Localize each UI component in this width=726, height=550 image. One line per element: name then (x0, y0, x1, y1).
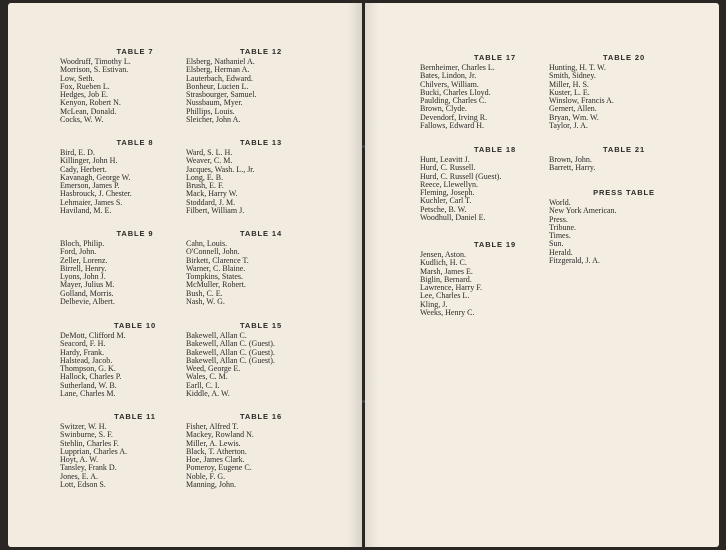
guest-name: Zeller, Lorenz. (60, 255, 108, 265)
guest-name: Bernheimer, Charles L. (420, 63, 495, 72)
binding-mark (362, 400, 365, 403)
table-title: TABLE 10 (113, 321, 157, 330)
table-title: TABLE 17 (473, 53, 517, 62)
guest-name: Hunting, H. T. W. (549, 63, 606, 72)
guest-name: Lee, Charles L. (420, 291, 470, 301)
guest-name: Brush, E. F. (186, 181, 224, 191)
table-title: TABLE 11 (114, 412, 156, 421)
guest-name: Filbert, William J. (186, 206, 245, 216)
guest-name: Fox, Rueben L. (60, 81, 110, 91)
guest-name: Stehlin, Charles F. (60, 438, 119, 448)
guest-name: Woodruff, Timothy L. (60, 57, 131, 66)
guest-name: Bates, Lindon, Jr. (420, 71, 477, 81)
table-title: TABLE 15 (239, 321, 283, 330)
guest-name: Brown, John. (549, 155, 592, 164)
table-title: TABLE 16 (239, 412, 283, 421)
guest-name: Delbevie, Albert. (60, 297, 115, 307)
guest-name: Hedges, Job E. (60, 90, 108, 100)
seating-table-block (186, 228, 336, 306)
guest-name: Seacord, F. H. (60, 339, 106, 349)
guest-name: Bakewell, Allan C. (Guest). (186, 339, 275, 349)
guest-name: Lupprian, Charles A. (60, 446, 128, 456)
binding-mark (362, 145, 365, 148)
guest-name: Fisher, Alfred T. (186, 422, 239, 431)
guest-name: Black, T. Atherton. (186, 446, 247, 456)
seating-table-block (549, 144, 699, 173)
table-title: TABLE 7 (116, 47, 154, 56)
guest-name: Weed, George E. (186, 364, 241, 374)
guest-name: Phillips, Louis. (186, 106, 235, 116)
guest-name: Reece, Llewellyn. (420, 179, 478, 189)
guest-name: Noble, F. G. (186, 471, 226, 481)
guest-name: Biglin, Bernard. (420, 274, 472, 284)
guest-name: Devendorf, Irving R. (420, 112, 488, 122)
guest-name: Killinger, John H. (60, 156, 118, 166)
guest-name: Bakewell, Allan C. (Guest). (186, 355, 275, 365)
guest-list (549, 199, 699, 265)
guest-name: Woodhull, Daniel E. (420, 213, 486, 223)
guest-name: Elsberg, Herman A. (186, 65, 250, 75)
guest-name: Mackey, Rowland N. (186, 430, 254, 440)
guest-name: Strasbourger, Samuel. (186, 90, 257, 100)
table-title: TABLE 14 (239, 229, 283, 238)
guest-name: Lott, Edson S. (60, 480, 106, 490)
guest-name: Emerson, James P. (60, 181, 120, 191)
table-title: TABLE 21 (602, 145, 646, 154)
guest-list (420, 156, 570, 222)
guest-name: Kiddle, A. W. (186, 389, 230, 399)
guest-name: Cocks, W. W. (60, 115, 104, 125)
seating-table-block (420, 52, 570, 130)
guest-name: Hunt, Leavitt J. (420, 155, 470, 164)
guest-name: Sleicher, John A. (186, 115, 241, 125)
guest-name: Nash, W. G. (186, 297, 225, 307)
guest-name: Hardy, Frank. (60, 347, 105, 357)
guest-name: Thompson, G. K. (60, 364, 116, 374)
guest-name: Barrett, Harry. (549, 163, 596, 173)
guest-name: Bloch, Philip. (60, 239, 105, 248)
guest-name: Kuchler, Carl T. (420, 196, 472, 206)
guest-name: Mack, Harry W. (186, 189, 238, 199)
guest-name: Jensen, Aston. (420, 250, 466, 259)
seating-table-block (420, 144, 570, 222)
guest-name: Fitzgerald, J. A. (549, 256, 600, 266)
guest-name: Kudlich, H. C. (420, 258, 467, 268)
guest-name: Lauterbach, Edward. (186, 73, 253, 83)
guest-name: Tansley, Frank D. (60, 463, 117, 473)
guest-name: Cahn, Louis. (186, 239, 228, 248)
guest-name: Hoyt, A. W. (60, 455, 99, 465)
table-title: TABLE 12 (239, 47, 283, 56)
guest-name: Lyons, John J. (60, 272, 106, 282)
seating-table-block (186, 46, 336, 124)
guest-list (186, 332, 336, 398)
guest-name: Earll, C. I. (186, 380, 220, 390)
guest-name: Golland, Morris. (60, 288, 114, 298)
guest-name: Ford, John. (60, 247, 97, 257)
guest-name: Wales, C. M. (186, 372, 228, 382)
guest-name: Paulding, Charles C. (420, 96, 487, 106)
guest-name: Low, Seth. (60, 73, 95, 83)
guest-name: Miller, A. Lewis. (186, 438, 241, 448)
guest-name: Bakewell, Allan C. (Guest). (186, 347, 275, 357)
guest-name: Birkett, Clarence T. (186, 255, 249, 265)
guest-name: Halstead, Jacob. (60, 355, 113, 365)
guest-name: Taylor, J. A. (549, 121, 588, 131)
guest-list (549, 156, 699, 173)
guest-name: Weaver, C. M. (186, 156, 233, 166)
guest-name: Birrell, Henry. (60, 263, 107, 273)
guest-list (420, 64, 570, 130)
guest-name: Mayer, Julius M. (60, 280, 115, 290)
guest-name: Times. (549, 231, 571, 241)
guest-name: Marsh, James E. (420, 266, 473, 276)
guest-list (186, 149, 336, 215)
guest-name: Jacques, Wash. L., Jr. (186, 164, 255, 174)
guest-name: Swinburne, S. F. (60, 430, 113, 440)
guest-name: Fleming, Joseph. (420, 188, 475, 198)
guest-name: Hasbrouck, J. Chester. (60, 189, 132, 199)
guest-name: Winslow, Francis A. (549, 96, 614, 106)
guest-name: Hurd, C. Russell. (420, 163, 476, 173)
guest-name: Chilvers, William. (420, 79, 479, 89)
guest-name: Nussbaum, Myer. (186, 98, 243, 108)
guest-name: Bush, C. E. (186, 288, 223, 298)
seating-table-block (549, 187, 699, 265)
guest-name: Elsberg, Nathaniel A. (186, 57, 255, 66)
guest-name: Tompkins, States. (186, 272, 243, 282)
guest-name: O'Connell, John. (186, 247, 240, 257)
guest-name: Long, E. B. (186, 172, 224, 182)
guest-list (186, 58, 336, 124)
guest-name: Hoe, James Clark. (186, 455, 245, 465)
seating-table-block (420, 239, 570, 317)
guest-name: Bucki, Charles Lloyd. (420, 87, 491, 97)
guest-name: Lane, Charles M. (60, 389, 116, 399)
guest-name: Cady, Herbert. (60, 164, 107, 174)
guest-name: Hallock, Charles P. (60, 372, 122, 382)
guest-name: Press. (549, 214, 568, 224)
guest-name: Sutherland, W. B. (60, 380, 117, 390)
guest-name: Miller, H. S. (549, 79, 589, 89)
guest-name: Sun. (549, 239, 564, 249)
guest-name: Stoddard, J. M. (186, 197, 236, 207)
seating-table-block (186, 320, 336, 398)
guest-name: Fallows, Edward H. (420, 121, 484, 131)
guest-name: Lehmaier, James S. (60, 197, 123, 207)
guest-list (549, 64, 699, 130)
guest-name: Manning, John. (186, 480, 236, 490)
table-title: TABLE 20 (602, 53, 646, 62)
table-title: TABLE 13 (239, 138, 283, 147)
guest-name: Brown, Clyde. (420, 104, 467, 114)
guest-name: Bryan, Wm. W. (549, 112, 599, 122)
guest-name: Ward, S. L. H. (186, 148, 233, 157)
guest-list (186, 240, 336, 306)
guest-name: Pomeroy, Eugene C. (186, 463, 252, 473)
guest-name: Kuster, L. E. (549, 87, 590, 97)
guest-name: Kavanagh, George W. (60, 172, 131, 182)
guest-name: Smith, Sidney. (549, 71, 596, 81)
guest-name: World. (549, 198, 571, 207)
guest-name: Warner, C. Blaine. (186, 263, 246, 273)
guest-name: Morrison, S. Estivan. (60, 65, 129, 75)
guest-name: McMuller, Robert. (186, 280, 246, 290)
table-title: PRESS TABLE (593, 188, 655, 197)
guest-name: Gernert, Allen. (549, 104, 597, 114)
seating-table-block (186, 137, 336, 215)
guest-name: Bird, E. D. (60, 148, 95, 157)
guest-name: New York American. (549, 206, 617, 216)
guest-name: Switzer, W. H. (60, 422, 107, 431)
table-title: TABLE 8 (116, 138, 154, 147)
guest-list (420, 251, 570, 317)
guest-name: Weeks, Henry C. (420, 308, 475, 318)
table-title: TABLE 18 (473, 145, 517, 154)
guest-name: Herald. (549, 247, 573, 257)
table-title: TABLE 19 (473, 240, 517, 249)
gutter-shadow-left (348, 3, 362, 547)
guest-name: Jones, E. A. (60, 471, 98, 481)
guest-name: Bonheur, Lucien L. (186, 81, 249, 91)
guest-name: Kling, J. (420, 299, 448, 309)
guest-name: Kenyon, Robert N. (60, 98, 121, 108)
guest-list (186, 423, 336, 489)
guest-name: Petsche, B. W. (420, 204, 467, 214)
gutter-shadow-right (365, 3, 379, 547)
guest-name: McLean, Donald. (60, 106, 117, 116)
guest-name: Haviland, M. E. (60, 206, 112, 216)
seating-table-block (549, 52, 699, 130)
seating-table-block (186, 411, 336, 489)
guest-name: Lawrence, Harry F. (420, 283, 482, 293)
guest-name: Bakewell, Allan C. (186, 331, 247, 340)
guest-name: Hurd, C. Russell (Guest). (420, 171, 502, 181)
guest-name: DeMott, Clifford M. (60, 331, 126, 340)
table-title: TABLE 9 (116, 229, 154, 238)
guest-name: Tribune. (549, 222, 577, 232)
